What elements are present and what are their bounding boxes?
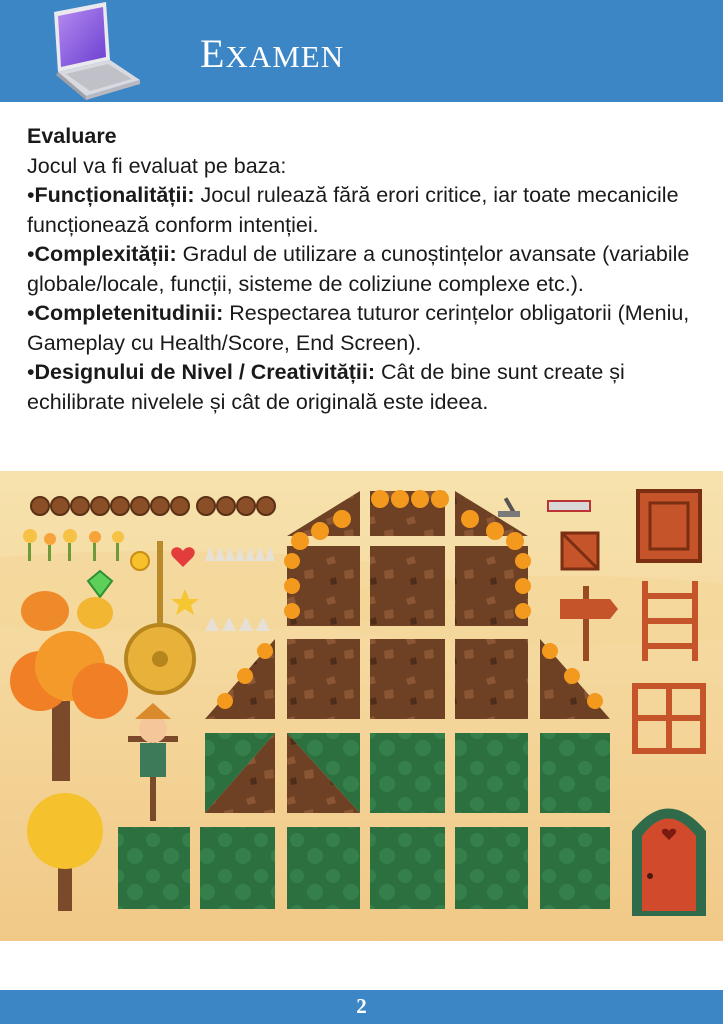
evaluation-text — [27, 122, 707, 417]
footer-bar — [0, 990, 723, 1024]
door-icon — [632, 809, 706, 917]
game-assets-illustration — [0, 471, 723, 941]
intro-text: Jocul va fi evaluat pe baza: — [27, 153, 287, 178]
small-crate-icon — [562, 533, 598, 569]
criteria-item-complexity: •Complexității: Gradul de utilizare a cunoștințelor avansate (variabile globale/locale, funcții, sisteme de coliziune complexe etc.). — [27, 242, 690, 296]
section-heading: Evaluare — [27, 124, 117, 148]
criteria-item-level-design: •Designului de Nivel / Creativității: Cât de bine sunt create și echilibrate nivelele și cât de originală este ideea. — [27, 360, 625, 414]
coin-icon — [131, 552, 149, 570]
criteria-item-completeness: •Completenitudinii: Respectarea tuturor cerințelor obligatorii (Meniu, Gameplay cu Health/Score, End Screen). — [27, 301, 690, 355]
laptop-icon — [44, 2, 144, 100]
page-number: 2 — [356, 994, 367, 1018]
big-crate-icon — [638, 491, 700, 561]
criteria-item-functionality: •Funcționalității: Jocul rulează fără erori critice, iar toate mecanicile funcționează conform intenției. — [27, 183, 679, 237]
switch-icon — [548, 501, 590, 511]
page-title: EXAMEN — [200, 31, 345, 76]
ladder-icon — [645, 581, 695, 661]
header-bar — [0, 0, 723, 102]
